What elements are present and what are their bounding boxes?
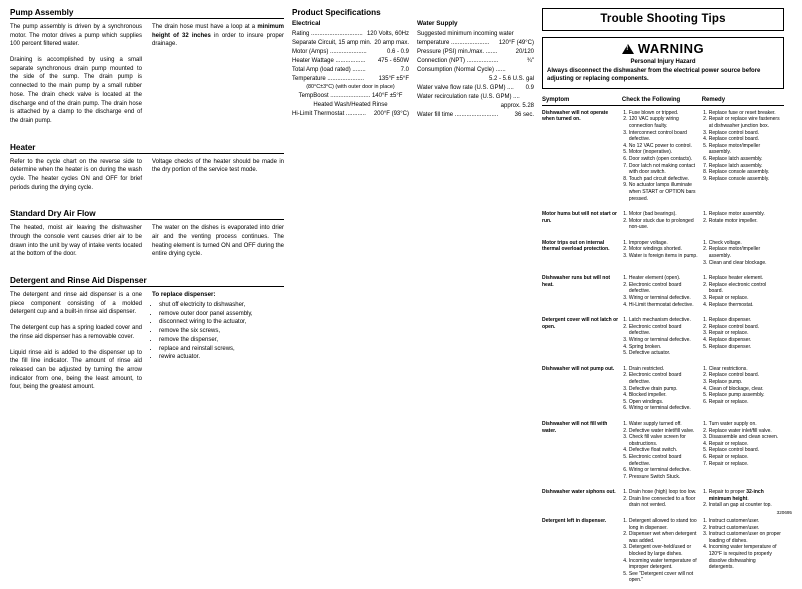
list-item: 3. Wiring or terminal defective. [629, 337, 699, 344]
spec-row [417, 84, 534, 93]
list-item: 6. Door switch (open contacts). [629, 156, 699, 163]
spec-label: Temperature ...................... [292, 76, 365, 82]
spec-label: Motor (Amps) ...................... [292, 49, 367, 55]
row-check [622, 485, 702, 514]
list-item: 2. Drain line connected to a floor drain not vented. [629, 496, 699, 509]
row-check [622, 271, 702, 313]
row-check [622, 313, 702, 362]
spec-value: 200°F (93°C) [373, 110, 409, 117]
list-item: 1. Replace motor assembly. [709, 211, 781, 218]
list-item: 6. Repair or replace. [709, 454, 781, 461]
spec-row-hilimit [292, 110, 409, 119]
list-item: 1. Repair to proper 32-inch minimum height. [709, 489, 781, 502]
list-item: 5. Defective actuator. [629, 350, 699, 357]
list-item: 7. Door latch not making contact with door switch. [629, 163, 699, 176]
list-item: 4. Defective float switch. [629, 447, 699, 454]
spec-row [292, 57, 409, 66]
table-row [542, 417, 784, 485]
table-row [542, 313, 784, 362]
list-item: 1. Fuse blown or tripped. [629, 110, 699, 117]
list-item: 1. Replace fuse or reset breaker. [709, 110, 781, 117]
spec-row [417, 57, 534, 66]
dispenser-body [10, 291, 284, 399]
list-item: 4. No 12 VAC power to control. [629, 143, 699, 150]
product-specifications-title: Product Specifications [292, 8, 381, 17]
spec-row [417, 48, 534, 57]
spec-label: Total Amp (load rated) ........ [292, 67, 366, 73]
row-remedy [702, 236, 784, 271]
hazard-instruction: Always disconnect the dishwasher from the electrical power source before adjusting or replacing components. [547, 68, 761, 83]
spec-value: 36 sec. [514, 112, 534, 118]
row-symptom: Motor hums but will not start or run. [542, 211, 617, 224]
spec-value [532, 30, 534, 39]
list-item: 5. Replace dispenser. [709, 344, 781, 351]
spec-value [532, 66, 534, 75]
pump-drain-note [152, 23, 284, 49]
spec-value [532, 93, 534, 102]
list-item: 7. Pressure Switch Stuck. [629, 474, 699, 481]
spec-value: 135°F ±5°F [378, 76, 409, 82]
list-item: 2. Replace water inlet/fill valve. [709, 428, 781, 435]
warning-label: WARNING [637, 41, 705, 56]
table-row [542, 485, 784, 514]
section-title-heater: Heater [10, 143, 284, 154]
row-check [622, 362, 702, 417]
replace-dispenser-heading: To replace dispenser: [152, 291, 216, 299]
list-item: 1. Turn water supply on. [709, 421, 781, 428]
replace-dispenser-steps [152, 301, 284, 362]
list-item: • shut off electricity to dishwasher, [159, 301, 284, 310]
list-item: • replace and reinstall screws, [159, 345, 284, 354]
list-item: 7. Repair or replace. [709, 461, 781, 468]
row-check [622, 105, 702, 207]
spec-row [417, 102, 534, 111]
spec-row [417, 66, 534, 75]
product-specifications-column [292, 8, 542, 511]
list-item: 3. Instruct customer/user on proper loading of dishes. [709, 531, 781, 544]
service-info-column [10, 8, 292, 511]
spec-row [417, 75, 534, 84]
list-item: 3. Repair or replace. [709, 295, 781, 302]
list-item: 1. Replace dispenser. [709, 317, 781, 324]
list-item: • remove the six screws, [159, 327, 284, 336]
dispenser-para-3: Liquid rinse aid is added to the dispenser up to the fill line indicator. The amount of rinse aid released can be adjusted by turning the arrow indicator from one, being the least amount, to four, being the greatest amount. [10, 349, 142, 391]
warning-header [547, 41, 779, 56]
column-header-remedy: Remedy [702, 95, 784, 106]
list-item: 3. Repair or replace. [709, 330, 781, 337]
list-item: 4. Replace control board. [709, 136, 781, 143]
list-item: 6. Replace latch assembly. [709, 156, 781, 163]
spec-row [417, 30, 534, 39]
troubleshooting-banner: Trouble Shooting Tips [542, 8, 784, 31]
hazard-title: Personal Injury Hazard [630, 59, 696, 65]
pump-para-2: Draining is accomplished by using a small separate synchronous drain pump mounted to the side of the sump. The drain pump is connected to the main pump by a small rubber hose. The drain check valve is located at the discharge end of the drain pump. The drain hose is attached by a clamp to the discharge end of the drain pump. [10, 57, 142, 124]
spec-value: 20 amp max. [374, 40, 409, 46]
list-item: 4. Spring broken. [629, 344, 699, 351]
table-row [542, 207, 784, 236]
list-item: 2. Motor windings shorted. [629, 246, 699, 253]
list-item: 8. Replace console assembly. [709, 169, 781, 176]
row-remedy [702, 313, 784, 362]
electrical-heading: Electrical [292, 20, 321, 27]
troubleshooting-table [542, 95, 784, 589]
list-item: 5. Motor (inoperative). [629, 149, 699, 156]
list-item: 2. Instruct customer/user. [709, 525, 781, 532]
spec-label: Connection (NPT) ................... [417, 58, 499, 64]
spec-columns [292, 20, 534, 120]
list-item: 2. Replace electronic control board. [709, 282, 781, 295]
list-item: 1. Heater element (open). [629, 275, 699, 282]
list-item: 4. Replace thermostat. [709, 302, 781, 309]
spec-label: Water valve flow rate (U.S. GPM) .... [417, 85, 514, 91]
row-remedy [702, 207, 784, 236]
list-item: 1. Instruct customer/user. [709, 518, 781, 525]
spec-label: Pressure (PSI) min./max. ....... [417, 49, 498, 55]
list-item: 9. No actuator lamps illuminate when START or OPTION bars pressed. [629, 182, 699, 202]
list-item: 5. Electronic control board defective. [629, 454, 699, 467]
warning-box [542, 37, 784, 89]
list-item: 3. Water is foreign items in pump. [629, 253, 699, 260]
spec-value: 120 Volts, 60Hz [366, 31, 409, 37]
list-item: 5. Replace control board. [709, 447, 781, 454]
spec-label: Separate Circuit, 15 amp min. [292, 40, 372, 46]
pump-assembly-body [10, 23, 284, 133]
pump-drain-note-text: The drain hose must have a loop at a minimum height of 32 inches in order to insure proper drainage. [152, 24, 284, 48]
list-item: 2. Install an gap at counter top. [709, 502, 781, 509]
list-item: 3. Wiring or terminal defective. [629, 295, 699, 302]
row-check [622, 417, 702, 485]
list-item: 5. See "Detergent cover will not open." [629, 571, 699, 584]
list-item: 4. Incoming water temperature of improper detergent. [629, 558, 699, 571]
heater-body [10, 158, 284, 200]
list-item: 1. Check voltage. [709, 240, 781, 247]
spec-value: 475 - 650W [377, 58, 409, 64]
spec-value: 7.0 [400, 67, 409, 73]
water-supply-heading: Water Supply [417, 20, 458, 27]
spec-row [417, 93, 534, 102]
list-item: 2. Dispenser wet when detergent was added. [629, 531, 699, 544]
row-symptom: Detergent cover will not latch or open. [542, 317, 619, 330]
list-item: 2. Replace control board. [709, 324, 781, 331]
list-item: 1. Latch mechanism detective. [629, 317, 699, 324]
list-item: 4. Hi-Limit thermostat defective. [629, 302, 699, 309]
row-check [622, 236, 702, 271]
row-symptom: Detergent left in dispenser. [542, 518, 607, 525]
column-header-symptom: Symptom [542, 95, 622, 106]
list-item: 1. Motor (bad bearings). [629, 211, 699, 218]
spec-label: Water fill time .......................... [417, 112, 499, 118]
list-item: 3. Replace control board. [709, 130, 781, 137]
spec-value: approx. 5.28 [500, 103, 534, 109]
dispenser-para-1: The detergent and rinse aid dispenser is a one piece component consisting of a molded detergent cup and a built-in rinse aid dispenser. [10, 292, 142, 316]
electrical-note-tempboost: TempBoost ........................ 140°F ±5°F [298, 92, 403, 99]
row-remedy [702, 105, 784, 207]
list-item: 1. Replace heater element. [709, 275, 781, 282]
table-row [542, 271, 784, 313]
table-row [542, 514, 784, 589]
list-item: 2. Motor stuck due to prolonged non-use. [629, 218, 699, 231]
spec-value: ¾" [526, 58, 534, 64]
heater-para-1: Refer to the cycle chart on the reverse side to determine when the heater is on during the wash cycle. The heater cycles ON and OFF for brief periods during the drying cycle. [10, 158, 142, 191]
spec-label: Hi-Limit Thermostat ............ [292, 110, 366, 117]
list-item: • remove outer door panel assembly, [159, 310, 284, 319]
air-flow-para-1: The heated, moist air leaving the dishwasher through the console vent causes drier air to be drawn into the unit by way of intake vents located at the bottom of the door. [10, 225, 142, 258]
spec-label: Heater Wattage .................. [292, 58, 366, 64]
spec-value: 20/120 [515, 49, 534, 55]
column-header-check: Check the Following [622, 95, 702, 106]
spec-value: 0.6 - 0.9 [386, 49, 409, 55]
row-symptom: Dishwasher will not fill with water. [542, 420, 608, 434]
row-symptom: Dishwasher will not pump out. [542, 365, 615, 372]
list-item: 4. Repair or replace. [709, 441, 781, 448]
row-symptom: Motor trips out on internal thermal overload protection. [542, 239, 610, 253]
row-symptom: Dishwasher runs but will not heat. [542, 275, 611, 288]
list-item: 2. Replace motor/impeller assembly. [709, 246, 781, 259]
list-item: 1. Detergent allowed to stand too long in dispenser. [629, 518, 699, 531]
air-flow-body [10, 224, 284, 266]
spec-value: 5.2 - 5.6 U.S. gal [488, 76, 534, 82]
list-item: 7. Replace latch assembly. [709, 163, 781, 170]
list-item: 2. 120 VAC supply wiring connection faulty. [629, 116, 699, 129]
list-item: • remove the dispenser, [159, 336, 284, 345]
list-item: 1. Clear restrictions. [709, 366, 781, 373]
list-item: 3. Replace pump. [709, 379, 781, 386]
document-code: 320695 [776, 510, 792, 515]
list-item: 6. Wiring or terminal defective. [629, 405, 699, 412]
section-title-standard-dry-air-flow: Standard Dry Air Flow [10, 209, 284, 220]
air-flow-para-2: The water on the dishes is evaporated into drier air and the venting process continues. The heating element is turned ON and OFF during the entire drying cycle. [152, 225, 284, 258]
table-header-row [542, 95, 784, 106]
list-item: 1. Water supply turned off. [629, 421, 699, 428]
row-symptom: Dishwasher water siphons out. [542, 489, 616, 496]
table-row [542, 105, 784, 207]
spec-label: Water recirculation rate (U.S. GPM) .... [417, 94, 520, 100]
troubleshooting-table-body [542, 105, 784, 589]
spec-row [417, 39, 534, 48]
list-item: • disconnect wiring to the actuator, [159, 318, 284, 327]
list-item: 1. Drain restricted. [629, 366, 699, 373]
spec-row [292, 30, 409, 39]
section-title-detergent-dispenser: Detergent and Rinse Aid Dispenser [10, 276, 284, 287]
list-item: 2. Repair or replace wire fasteners at dishwasher junction box. [709, 116, 781, 129]
electrical-spec-group [292, 20, 409, 120]
spec-label: Rating ............................... [292, 31, 363, 37]
list-item: 3. Disassemble and clean screen. [709, 434, 781, 441]
list-item: 3. Check fill valve screen for obstructions. [629, 434, 699, 447]
heater-para-2: Voltage checks of the heater should be made in the dry portion of the service test mode. [152, 158, 284, 174]
list-item: 4. Clean of blockage, clear. [709, 386, 781, 393]
water-supply-spec-group [417, 20, 534, 120]
list-item: 3. Interconnect control board defective. [629, 130, 699, 143]
list-item: • rewire actuator. [159, 353, 284, 362]
list-item: 4. Incoming water temperature of 120°F is required to properly dissolve dishwashing detergents. [709, 544, 781, 570]
electrical-note-wash-rinse: Heated Wash/Heated Rinse [313, 101, 388, 108]
list-item: 4. Blocked impeller. [629, 392, 699, 399]
electrical-note-door: (80°C±3°C) (with outer door in place) [306, 84, 395, 90]
list-item: 8. Touch pad circuit defective. [629, 176, 699, 183]
table-row [542, 236, 784, 271]
spec-value: 120°F (49°C) [498, 40, 534, 46]
list-item: 2. Defective water inlet/fill valve. [629, 428, 699, 435]
list-item: 2. Electronic control board defective. [629, 324, 699, 337]
list-item: 6. Wiring or terminal defective. [629, 467, 699, 474]
row-check [622, 207, 702, 236]
spec-row [292, 66, 409, 75]
list-item: 2. Electronic control board defective. [629, 282, 699, 295]
spec-value: 0.9 [525, 85, 534, 91]
row-remedy [702, 514, 784, 589]
list-item: 2. Electronic control board defective. [629, 372, 699, 385]
spec-label: temperature ....................... [417, 40, 490, 46]
list-item: 3. Defective drain pump. [629, 386, 699, 393]
row-remedy [702, 362, 784, 417]
section-title-pump-assembly: Pump Assembly [10, 8, 284, 19]
list-item: 2. Rotate motor impeller. [709, 218, 781, 225]
list-item: 2. Replace control board. [709, 372, 781, 379]
list-item: 3. Clean and clear blockage. [709, 260, 781, 267]
list-item: 5. Replace pump assembly. [709, 392, 781, 399]
list-item: 1. Drain hose (high) loop too low. [629, 489, 699, 496]
dispenser-para-2: The detergent cup has a spring loaded cover and the rinse aid dispenser has a removable cover. [10, 325, 142, 340]
row-remedy [702, 271, 784, 313]
list-item: 4. Replace dispenser. [709, 337, 781, 344]
row-remedy [702, 485, 784, 514]
row-check [622, 514, 702, 589]
list-item: 5. Replace motor/impeller assembly. [709, 143, 781, 156]
row-remedy [702, 417, 784, 485]
list-item: 5. Open windings. [629, 399, 699, 406]
table-row [542, 362, 784, 417]
spec-row [292, 48, 409, 57]
warning-triangle-icon [622, 44, 634, 54]
row-symptom: Dishwasher will not operate when turned on. [542, 109, 609, 123]
spec-label: Suggested minimum incoming water [417, 31, 514, 37]
spec-row [292, 39, 409, 48]
list-item: 1. Improper voltage. [629, 240, 699, 247]
spec-row [417, 111, 534, 120]
list-item: 3. Detergent over-held/used or blocked by large dishes. [629, 544, 699, 557]
spec-row [292, 75, 409, 84]
list-item: 6. Repair or replace. [709, 399, 781, 406]
spec-label: Consumption (Normal Cycle) ...... [417, 67, 506, 73]
list-item: 9. Replace console assembly. [709, 176, 781, 183]
pump-para-1: The pump assembly is driven by a synchronous motor. The motor drives a pump which supplies 100 percent filtered water. [10, 24, 142, 48]
